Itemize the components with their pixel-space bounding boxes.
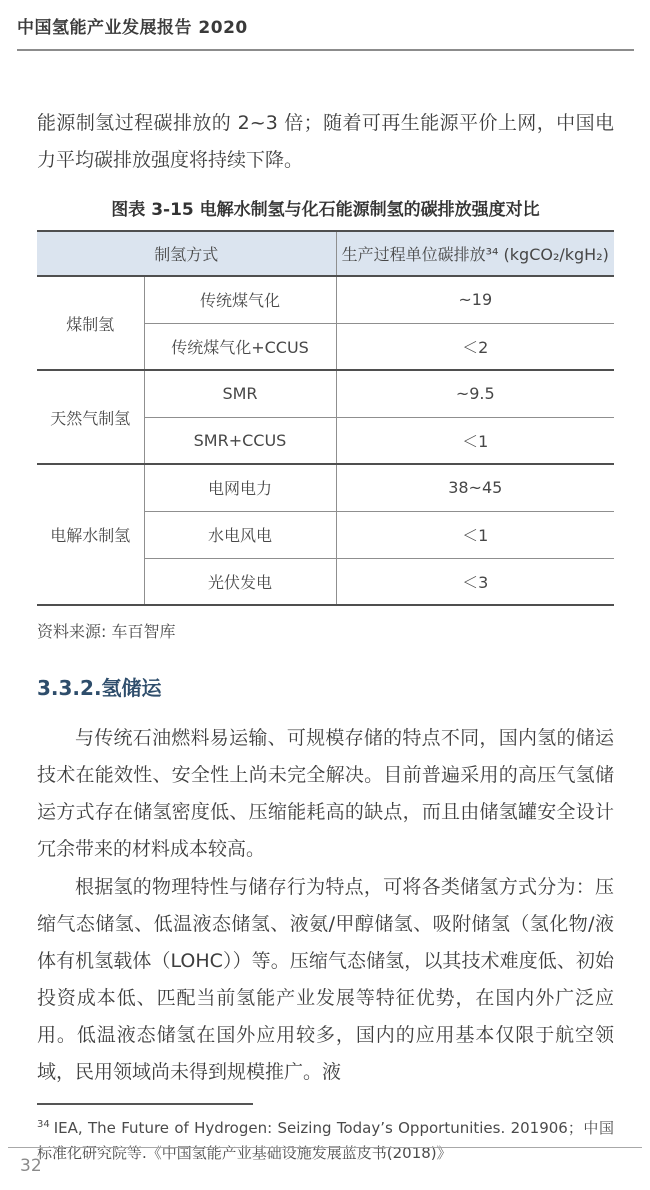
footnote-divider bbox=[37, 1103, 253, 1105]
page-header-title: 中国氢能产业发展报告 2020 bbox=[17, 0, 634, 51]
value-cell: 38~45 bbox=[336, 464, 614, 511]
method-cell: 传统煤气化 bbox=[144, 276, 336, 323]
table-row bbox=[37, 370, 614, 417]
figure-caption: 图表 3-15 电解水制氢与化石能源制氢的碳排放强度对比 bbox=[111, 200, 540, 220]
data-source-note: 资料来源: 车百智库 bbox=[37, 622, 176, 641]
page-number: 32 bbox=[20, 1156, 42, 1176]
footnote-text: IEA, The Future of Hydrogen: Seizing Today’s Opportunities. 201906；中国标准化研究院等.《中国氢能产业基础设施发展蓝皮书(2018)》 bbox=[37, 1119, 614, 1162]
value-cell: ＜1 bbox=[336, 511, 614, 558]
value-cell: ~19 bbox=[336, 276, 614, 323]
table-row bbox=[37, 276, 614, 323]
table-row bbox=[37, 464, 614, 511]
section-heading: 3.3.2.氢储运 bbox=[37, 676, 162, 700]
method-cell: SMR+CCUS bbox=[144, 417, 336, 464]
group-cell-natural-gas: 天然气制氢 bbox=[37, 370, 144, 464]
value-cell: ~9.5 bbox=[336, 370, 614, 417]
method-cell: 电网电力 bbox=[144, 464, 336, 511]
footnote-marker: 34 bbox=[37, 1119, 50, 1130]
method-cell: 光伏发电 bbox=[144, 558, 336, 605]
group-cell-electrolysis: 电解水制氢 bbox=[37, 464, 144, 605]
body-paragraph: 根据氢的物理特性与储存行为特点，可将各类储氢方式分为：压缩气态储氢、低温液态储氢、液氨/甲醇储氢、吸附储氢（氢化物/液体有机氢载体（LOHC））等。压缩气态储氢，以其技术难度低、初始投资成本低、匹配当前氢能产业发展等特征优势，在国内外广泛应用。低温液态储氢在国外应用较多，国内的应用基本仅限于航空领域，民用领域尚未得到规模推广。液 bbox=[37, 876, 614, 1083]
method-cell: 水电风电 bbox=[144, 511, 336, 558]
footer-rule bbox=[8, 1147, 642, 1148]
group-cell-coal: 煤制氢 bbox=[37, 276, 144, 370]
page-footer bbox=[0, 1147, 650, 1176]
method-cell: SMR bbox=[144, 370, 336, 417]
intro-paragraph: 能源制氢过程碳排放的 2~3 倍；随着可再生能源平价上网，中国电力平均碳排放强度将持续下降。 bbox=[37, 112, 614, 171]
method-cell: 传统煤气化+CCUS bbox=[144, 323, 336, 370]
table-header-row bbox=[37, 231, 614, 276]
page-content bbox=[0, 105, 650, 1166]
body-paragraph: 与传统石油燃料易运输、可规模存储的特点不同，国内氢的储运技术在能效性、安全性上尚未完全解决。目前普遍采用的高压气氢储运方式存在储氢密度低、压缩能耗高的缺点，而且由储氢罐安全设计冗余带来的材料成本较高。 bbox=[37, 727, 614, 860]
carbon-intensity-table bbox=[37, 230, 614, 606]
value-cell: ＜2 bbox=[336, 323, 614, 370]
value-cell: ＜1 bbox=[336, 417, 614, 464]
header-cell-value: 生产过程单位碳排放³⁴ (kgCO₂/kgH₂) bbox=[336, 231, 614, 276]
header-cell-method: 制氢方式 bbox=[37, 231, 336, 276]
value-cell: ＜3 bbox=[336, 558, 614, 605]
